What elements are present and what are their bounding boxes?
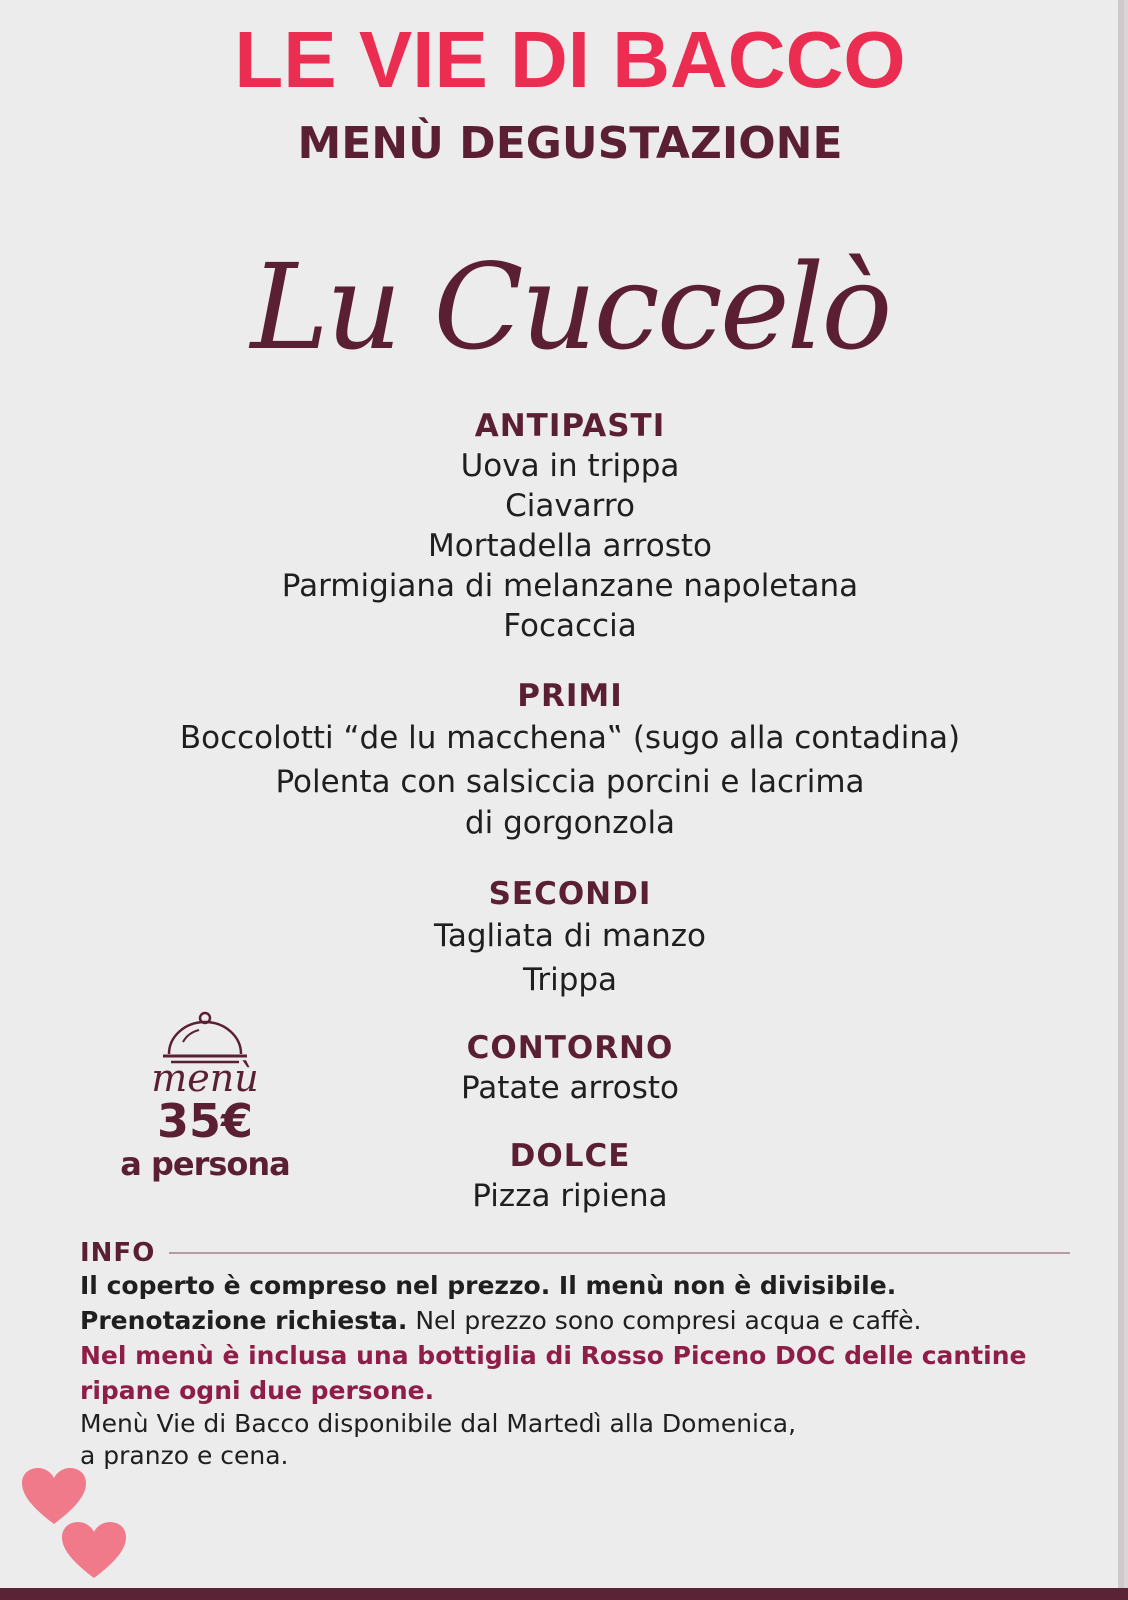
price-value: 35€ [156, 1094, 254, 1148]
menu-item: Ciavarro [505, 488, 635, 524]
section-primi [0, 676, 1128, 842]
section-antipasti [0, 406, 1128, 646]
badge-word: menù [151, 1056, 259, 1100]
info-line: Menù Vie di Bacco disponibile dal Martedì alla Domenica, [80, 1409, 797, 1438]
page-subtitle: MENÙ DEGUSTAZIONE [297, 118, 843, 169]
menu-item: Focaccia [503, 608, 637, 644]
info-line: Il coperto è compreso nel prezzo. Il menù non è divisibile. [80, 1271, 897, 1300]
menu-item: Patate arrosto [460, 1070, 680, 1106]
price-badge [110, 1010, 300, 1182]
info-heading: INFO [80, 1238, 156, 1268]
section-heading: ANTIPASTI [474, 408, 666, 444]
section-heading: CONTORNO [466, 1030, 674, 1066]
section-heading: SECONDI [488, 876, 652, 912]
info-line: Nel menù è inclusa una bottiglia di Rosso Piceno DOC delle cantine [80, 1341, 1027, 1370]
divider [169, 1252, 1070, 1254]
price-unit: a persona [120, 1145, 290, 1183]
menu-item: Tagliata di manzo [434, 918, 706, 954]
page-title: LE VIE DI BACCO [234, 15, 906, 104]
menu-item: Mortadella arrosto [428, 528, 712, 564]
heart-icon [20, 1466, 88, 1526]
menu-item: Uova in trippa [460, 448, 680, 484]
menu-item: Pizza ripiena [472, 1178, 668, 1214]
menu-item: Parmigiana di melanzane napoletana [281, 568, 859, 604]
bottom-bar [0, 1588, 1128, 1600]
info-line: ripane ogni due persone. [80, 1376, 435, 1405]
info-block [80, 1238, 1070, 1472]
section-heading: DOLCE [509, 1138, 631, 1174]
heart-icon [60, 1520, 128, 1580]
section-heading: PRIMI [517, 678, 623, 714]
menu-item: Polenta con salsiccia porcini e lacrima [275, 764, 865, 800]
menu-item: Boccolotti “de lu macchena‟ (sugo alla contadina) [179, 720, 961, 756]
info-line: a pranzo e cena. [80, 1441, 289, 1470]
menu-item: Trippa [522, 962, 618, 998]
section-secondi [0, 874, 1128, 1002]
restaurant-name: Lu Cuccelò [250, 238, 890, 376]
info-line [80, 1303, 1070, 1338]
info-text: Nel prezzo sono compresi acqua e caffè. [407, 1306, 922, 1335]
menu-item: di gorgonzola [464, 805, 676, 841]
info-bold-text: Prenotazione richiesta. [80, 1306, 408, 1335]
